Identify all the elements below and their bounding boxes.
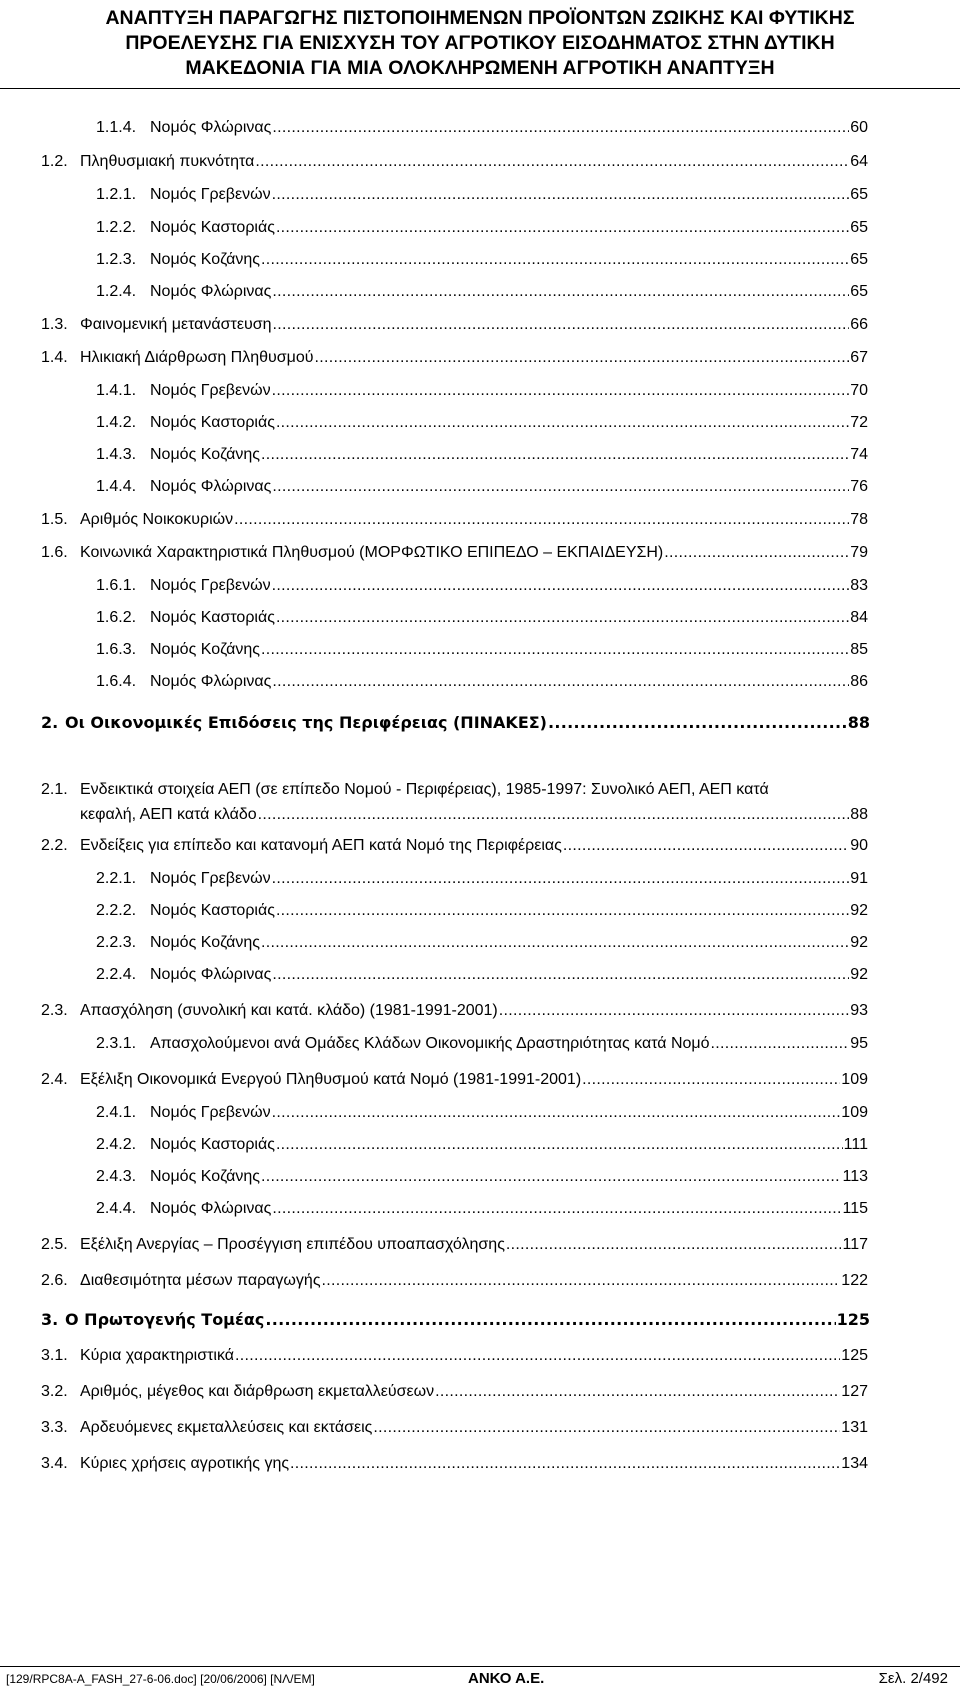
toc-entry-number: 1.4.2. (96, 414, 137, 431)
toc-entry-title: Νομός Φλώρινας (150, 478, 272, 495)
toc-entry[interactable] (41, 836, 868, 856)
header-line-3: ΜΑΚΕΔΟΝΙΑ ΓΙΑ ΜΙΑ ΟΛΟΚΛΗΡΩΜΕΝΗ ΑΓΡΟΤΙΚΗ ΑΝΑΠΤΥΞΗ (185, 57, 775, 79)
dot-leader (272, 1103, 841, 1123)
toc-entry-title: Πληθυσμιακή πυκνότητα (80, 153, 255, 170)
toc-entry[interactable] (96, 869, 868, 889)
toc-entry-page: 92 (850, 902, 868, 919)
toc-entry-title: Διαθεσιμότητα μέσων παραγωγής (80, 1272, 321, 1289)
toc-entry[interactable] (96, 965, 868, 985)
dot-leader (261, 933, 849, 953)
toc-entry-title: Κύριες χρήσεις αγροτικής γης (80, 1455, 290, 1472)
dot-leader (582, 1070, 840, 1090)
toc-entry-page: 70 (850, 382, 868, 399)
toc-entry-number: 2.5. (41, 1236, 68, 1253)
toc-entry[interactable] (41, 1271, 868, 1291)
toc-entry-page: 117 (842, 1236, 868, 1253)
toc-entry-title: Ο Πρωτογενής Τομέας (65, 1310, 265, 1329)
dot-leader (373, 1418, 840, 1438)
toc-entry[interactable] (96, 185, 868, 205)
dot-leader (272, 1199, 841, 1219)
toc-entry-title: Νομός Γρεβενών (150, 1104, 271, 1121)
dot-leader (272, 477, 849, 497)
toc-entry-title: Οι Οικονομικές Επιδόσεις της Περιφέρειας (ΠΙΝΑΚΕΣ) (65, 713, 547, 732)
toc-entry[interactable] (80, 805, 868, 825)
toc-entry[interactable] (41, 543, 868, 563)
dot-leader (499, 1001, 849, 1021)
toc-entry-page: 111 (843, 1136, 868, 1153)
toc-entry-page: 93 (850, 1002, 868, 1019)
dot-leader (322, 1271, 841, 1291)
dot-leader (276, 413, 849, 433)
dot-leader (276, 218, 849, 238)
toc-entry[interactable] (41, 1382, 868, 1402)
toc-entry[interactable] (96, 118, 868, 138)
toc-entry-title: Νομός Κοζάνης (150, 251, 260, 268)
toc-entry-number: 1.6.1. (96, 577, 137, 594)
toc-entry-page: 88 (847, 713, 870, 732)
toc-entry[interactable] (96, 576, 868, 596)
toc-entry-number: 1.6.2. (96, 609, 137, 626)
toc-entry[interactable] (41, 510, 868, 530)
dot-leader (711, 1034, 850, 1054)
toc-entry-page: 79 (850, 544, 868, 561)
document-header (0, 6, 960, 81)
dot-leader (272, 869, 850, 889)
dot-leader (261, 250, 849, 270)
dot-leader (276, 608, 849, 628)
toc-entry-page: 125 (836, 1310, 870, 1329)
toc-entry[interactable] (96, 640, 868, 660)
toc-entry-number: 2.3. (41, 1002, 68, 1019)
toc-entry-page: 92 (850, 966, 868, 983)
toc-entry-page: 65 (850, 219, 868, 236)
dot-leader (276, 901, 849, 921)
toc-entry-number: 1.2.3. (96, 251, 137, 268)
toc-entry-number: 2.6. (41, 1272, 68, 1289)
toc-entry-title: Νομός Κοζάνης (150, 1168, 260, 1185)
dot-leader (272, 185, 850, 205)
toc-entry-number: 1.2. (41, 153, 68, 170)
toc-entry-title: Αριθμός, μέγεθος και διάρθρωση εκμεταλλεύσεων (80, 1383, 435, 1400)
toc-entry-page: 65 (850, 186, 868, 203)
toc-entry-page: 122 (841, 1272, 868, 1289)
dot-leader (273, 315, 850, 335)
toc-entry[interactable] (96, 282, 868, 302)
footer-page-number: Σελ. 2/492 (878, 1670, 948, 1687)
toc-entry-page: 115 (842, 1200, 868, 1217)
toc-entry[interactable] (41, 1346, 868, 1366)
toc-entry-page: 60 (850, 119, 868, 136)
toc-entry[interactable] (41, 1001, 868, 1021)
toc-entry[interactable] (96, 413, 868, 433)
toc-entry-page: 131 (841, 1419, 868, 1436)
toc-entry-title: Αριθμός Νοικοκυριών (80, 511, 234, 528)
toc-entry-title: Ηλικιακή Διάρθρωση Πληθυσμού (80, 349, 314, 366)
toc-entry[interactable] (96, 933, 868, 953)
toc-entry-number: 1.4. (41, 349, 68, 366)
toc-entry-number: 2.4.1. (96, 1104, 137, 1121)
toc-entry-page: 65 (850, 283, 868, 300)
toc-entry-page: 86 (850, 673, 868, 690)
toc-entry-number: 3.1. (41, 1347, 68, 1364)
toc-entry-number: 2.1. (41, 781, 68, 798)
toc-entry[interactable] (96, 1034, 868, 1054)
toc-entry-number: 3.3. (41, 1419, 68, 1436)
toc-entry-page: 95 (850, 1035, 868, 1052)
toc-entry-number: 2.2. (41, 837, 68, 854)
toc-entry-number: 2.2.2. (96, 902, 137, 919)
toc-entry-title: Κύρια χαρακτηριστικά (80, 1347, 235, 1364)
toc-entry-number: 1.2.4. (96, 283, 137, 300)
toc-entry[interactable] (96, 608, 868, 628)
toc-entry-number: 1.4.1. (96, 382, 137, 399)
toc-entry-title: Νομός Κοζάνης (150, 934, 260, 951)
toc-entry-page: 76 (850, 478, 868, 495)
toc-entry[interactable] (96, 250, 868, 270)
toc-entry-title: Ενδείξεις για επίπεδο και κατανομή ΑΕΠ κατά Νομό της Περιφέρειας (80, 837, 562, 854)
dot-leader (235, 1346, 840, 1366)
toc-entry-number: 1.2.2. (96, 219, 137, 236)
toc-entry-page: 65 (850, 251, 868, 268)
toc-entry-title: Νομός Κοζάνης (150, 446, 260, 463)
toc-entry-number: 2.4.2. (96, 1136, 137, 1153)
header-line-2: ΠΡΟΕΛΕΥΣΗΣ ΓΙΑ ΕΝΙΣΧΥΣΗ ΤΟΥ ΑΓΡΟΤΙΚΟΥ ΕΙΣΟΔΗΜΑΤΟΣ ΣΤΗΝ ΔΥΤΙΚΗ (125, 32, 835, 54)
toc-entry-number: 3.4. (41, 1455, 68, 1472)
toc-entry-title-line1: Ενδεικτικά στοιχεία ΑΕΠ (σε επίπεδο Νομού - Περιφέρειας), 1985-1997: Συνολικό ΑΕΠ, ΑΕΠ κατά (80, 781, 769, 798)
toc-entry-number: 1.5. (41, 511, 68, 528)
toc-entry[interactable] (41, 1454, 868, 1474)
dot-leader (435, 1382, 840, 1402)
toc-entry-number: 2.2.4. (96, 966, 137, 983)
toc-entry-number: 2.4.4. (96, 1200, 137, 1217)
toc-chapter-entry[interactable] (41, 713, 870, 733)
toc-entry-page: 109 (841, 1104, 868, 1121)
dot-leader (255, 152, 849, 172)
toc-entry-title: κεφαλή, ΑΕΠ κατά κλάδο (80, 806, 257, 823)
toc-entry-page: 85 (850, 641, 868, 658)
dot-leader (261, 1167, 842, 1187)
toc-entry-number: 2. (41, 713, 59, 732)
toc-entry-title: Φαινομενική μετανάστευση (80, 316, 272, 333)
toc-entry[interactable] (96, 672, 868, 692)
dot-leader (234, 510, 849, 530)
toc-entry[interactable] (96, 901, 868, 921)
toc-entry-page: 88 (850, 806, 868, 823)
toc-entry-number: 1.4.4. (96, 478, 137, 495)
toc-entry-page: 83 (850, 577, 868, 594)
dot-leader (276, 1135, 843, 1155)
dot-leader (548, 713, 847, 733)
footer-company: ΑΝΚΟ Α.Ε. (468, 1670, 545, 1687)
toc-entry-title: Νομός Γρεβενών (150, 186, 271, 203)
toc-entry-title: Εξέλιξη Οικονομικά Ενεργού Πληθυσμού κατά Νομό (1981-1991-2001) (80, 1071, 582, 1088)
toc-entry-number: 2.4.3. (96, 1168, 137, 1185)
dot-leader (664, 543, 849, 563)
toc-entry-page: 72 (850, 414, 868, 431)
toc-entry-number: 2.4. (41, 1071, 68, 1088)
dot-leader (290, 1454, 840, 1474)
footer-file-info: [129/RPC8A-A_FASH_27-6-06.doc] [20/06/2006] [ΝΛ/ΕΜ] (6, 1672, 315, 1686)
toc-entry-number: 2.2.3. (96, 934, 137, 951)
toc-entry[interactable] (41, 1235, 868, 1255)
toc-entry-title: Νομός Κοζάνης (150, 641, 260, 658)
toc-entry-page: 134 (841, 1455, 868, 1472)
dot-leader (265, 1310, 835, 1330)
toc-entry-line1 (41, 780, 769, 800)
toc-entry-title: Νομός Φλώρινας (150, 1200, 272, 1217)
toc-entry-title: Νομός Φλώρινας (150, 673, 272, 690)
toc-entry[interactable] (96, 1103, 868, 1123)
toc-entry[interactable] (41, 1418, 868, 1438)
toc-entry-number: 3. (41, 1310, 59, 1329)
toc-entry-page: 84 (850, 609, 868, 626)
toc-entry-number: 1.4.3. (96, 446, 137, 463)
toc-entry[interactable] (96, 1167, 868, 1187)
toc-entry-title: Νομός Καστοριάς (150, 609, 275, 626)
toc-entry[interactable] (96, 1135, 868, 1155)
toc-entry-page: 90 (850, 837, 868, 854)
toc-entry[interactable] (96, 445, 868, 465)
toc-entry[interactable] (41, 315, 868, 335)
header-rule (0, 88, 960, 89)
dot-leader (272, 282, 849, 302)
toc-entry-page: 92 (850, 934, 868, 951)
toc-entry[interactable] (41, 348, 868, 368)
toc-entry-title: Νομός Φλώρινας (150, 966, 272, 983)
toc-entry[interactable] (96, 1199, 868, 1219)
dot-leader (563, 836, 849, 856)
toc-entry-title: Νομός Καστοριάς (150, 1136, 275, 1153)
toc-entry-title: Εξέλιξη Ανεργίας – Προσέγγιση επιπέδου υποαπασχόλησης (80, 1236, 505, 1253)
toc-entry-title: Νομός Καστοριάς (150, 902, 275, 919)
toc-entry[interactable] (96, 381, 868, 401)
toc-entry-number: 1.1.4. (96, 119, 137, 136)
toc-entry-page: 74 (850, 446, 868, 463)
toc-entry-page: 66 (850, 316, 868, 333)
dot-leader (272, 381, 850, 401)
toc-entry-title: Νομός Φλώρινας (150, 119, 272, 136)
toc-entry-page: 67 (850, 349, 868, 366)
toc-entry-number: 3.2. (41, 1383, 68, 1400)
toc-entry[interactable] (41, 152, 868, 172)
toc-entry-page: 64 (850, 153, 868, 170)
toc-entry-number: 1.3. (41, 316, 68, 333)
toc-entry-number: 2.2.1. (96, 870, 137, 887)
dot-leader (258, 805, 850, 825)
toc-entry-number: 2.3.1. (96, 1035, 137, 1052)
toc-entry-number: 1.6.4. (96, 673, 137, 690)
toc-entry-title: Νομός Καστοριάς (150, 219, 275, 236)
toc-entry-page: 127 (841, 1383, 868, 1400)
toc-entry-page: 91 (850, 870, 868, 887)
toc-chapter-entry[interactable] (41, 1310, 870, 1330)
toc-entry-title: Νομός Γρεβενών (150, 577, 271, 594)
dot-leader (261, 445, 849, 465)
dot-leader (272, 965, 849, 985)
toc-entry-number: 1.2.1. (96, 186, 137, 203)
toc-entry-page: 109 (841, 1071, 868, 1088)
toc-entry-title: Νομός Φλώρινας (150, 283, 272, 300)
document-footer (0, 1671, 960, 1689)
toc-entry-title: Νομός Καστοριάς (150, 414, 275, 431)
toc-entry-number: 1.6. (41, 544, 68, 561)
toc-entry-title: Νομός Γρεβενών (150, 870, 271, 887)
toc-entry[interactable] (41, 1070, 868, 1090)
toc-entry-title: Αρδευόμενες εκμεταλλεύσεις και εκτάσεις (80, 1419, 373, 1436)
toc-entry[interactable] (96, 477, 868, 497)
dot-leader (315, 348, 850, 368)
toc-entry-page: 78 (850, 511, 868, 528)
header-line-1: ΑΝΑΠΤΥΞΗ ΠΑΡΑΓΩΓΗΣ ΠΙΣΤΟΠΟΙΗΜΕΝΩΝ ΠΡΟΪΟΝΤΩΝ ΖΩΙΚΗΣ ΚΑΙ ΦΥΤΙΚΗΣ (105, 7, 855, 29)
footer-rule (0, 1666, 960, 1667)
toc-entry-page: 113 (842, 1168, 868, 1185)
toc-entry-title: Απασχολούμενοι ανά Ομάδες Κλάδων Οικονομικής Δραστηριότητας κατά Νομό (150, 1035, 710, 1052)
dot-leader (272, 576, 850, 596)
toc-entry-number: 1.6.3. (96, 641, 137, 658)
toc-entry-page: 125 (841, 1347, 868, 1364)
dot-leader (261, 640, 849, 660)
toc-entry-title: Απασχόληση (συνολική και κατά. κλάδο) (1981-1991-2001) (80, 1002, 498, 1019)
dot-leader (506, 1235, 842, 1255)
toc-entry[interactable] (96, 218, 868, 238)
dot-leader (272, 672, 849, 692)
dot-leader (272, 118, 849, 138)
toc-entry-title: Νομός Γρεβενών (150, 382, 271, 399)
toc-entry-title: Κοινωνικά Χαρακτηριστικά Πληθυσμού (ΜΟΡΦΩΤΙΚΟ ΕΠΙΠΕΔΟ – ΕΚΠΑΙΔΕΥΣΗ) (80, 544, 664, 561)
